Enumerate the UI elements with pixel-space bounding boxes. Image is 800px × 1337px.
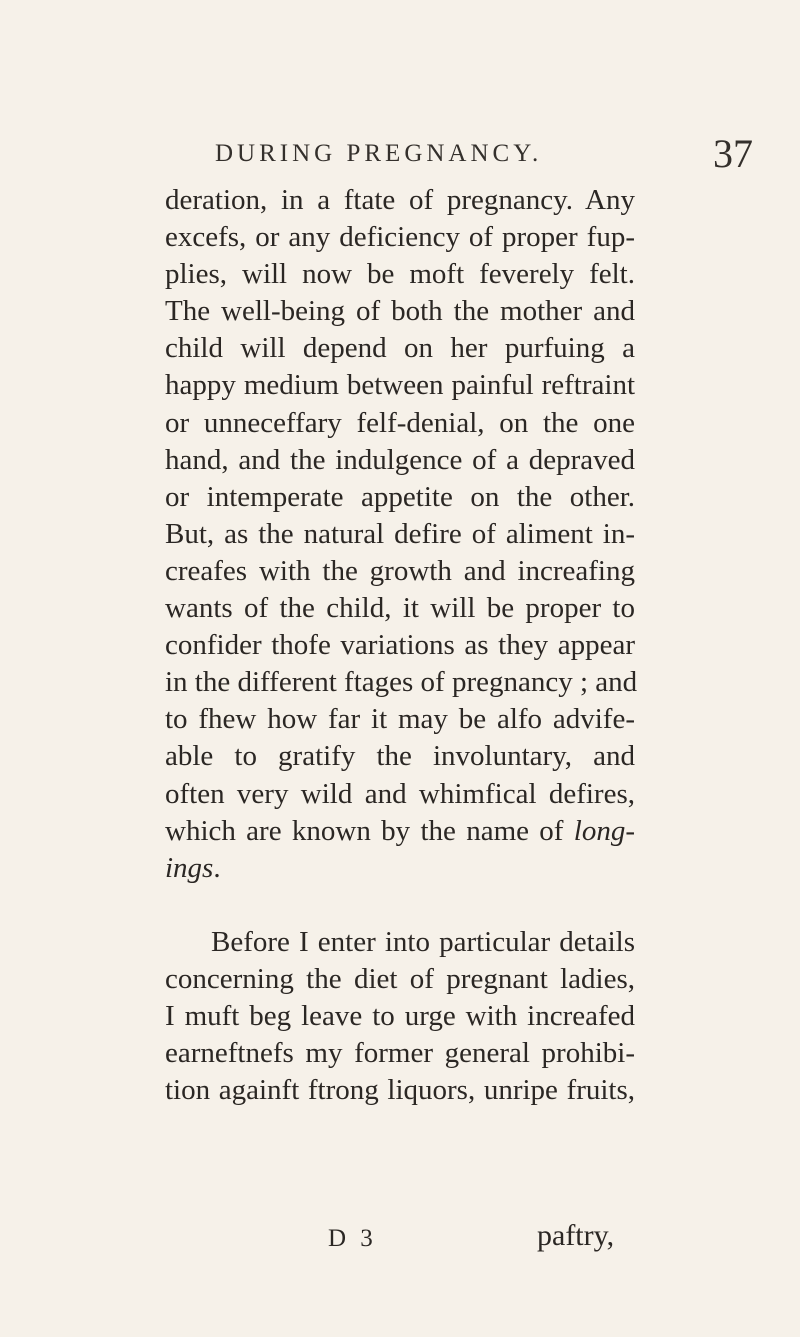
text-line: excefs, or any deficiency of proper fup- — [165, 221, 635, 254]
italic-term-part2: ings — [165, 851, 214, 884]
text-line: The well-being of both the mother and — [165, 295, 635, 328]
text-line: concerning the diet of pregnant ladies, — [165, 962, 635, 995]
text-line: But, as the natural defire of aliment in- — [165, 517, 635, 550]
text-line-final — [165, 850, 635, 887]
text-line: child will depend on her purfuing a — [165, 332, 635, 365]
text-line: able to gratify the involuntary, and — [165, 740, 635, 773]
body-text — [165, 182, 638, 1109]
paragraph-1 — [165, 182, 638, 887]
text-line: in the different ftages of pregnancy ; and — [165, 666, 638, 699]
text-line: or unneceffary felf-denial, on the one — [165, 406, 635, 439]
catchword: paftry, — [537, 1219, 615, 1252]
text-line: deration, in a ftate of pregnancy. Any — [165, 184, 635, 216]
signature-mark: D 3 — [328, 1225, 377, 1252]
text-line: or intemperate appetite on the other. — [165, 480, 635, 513]
text-line-closing — [165, 813, 635, 850]
paragraph-gap — [165, 887, 635, 924]
closing-period: . — [213, 851, 221, 884]
running-head: DURING PREGNANCY. — [215, 140, 543, 167]
text-line: earneftnefs my former general prohibi- — [165, 1037, 635, 1070]
text-line: tion againft ftrong liquors, unripe fruits, — [165, 1074, 635, 1107]
text-line: wants of the child, it will be proper to — [165, 592, 635, 625]
text-line: often very wild and whimfical defires, — [165, 777, 635, 810]
text-line: I muft beg leave to urge with increafed — [165, 1000, 635, 1033]
text-line: happy medium between painful reftraint — [165, 369, 635, 402]
closing-line-text: which are known by the name of — [165, 814, 574, 847]
page-number: 37 — [713, 131, 753, 176]
paragraph-2 — [165, 924, 635, 1109]
page-header — [0, 131, 800, 176]
text-line: hand, and the indulgence of a depraved — [165, 443, 635, 476]
text-line: Before I enter into particular details — [211, 925, 635, 958]
text-line: plies, will now be moft feverely felt. — [165, 258, 635, 291]
text-line: to fhew how far it may be alfo advife- — [165, 703, 635, 736]
page-footer — [0, 1219, 800, 1263]
text-line: confider thofe variations as they appear — [165, 629, 635, 662]
italic-term-part1: long- — [573, 814, 635, 847]
text-line: creafes with the growth and increafing — [165, 554, 635, 587]
